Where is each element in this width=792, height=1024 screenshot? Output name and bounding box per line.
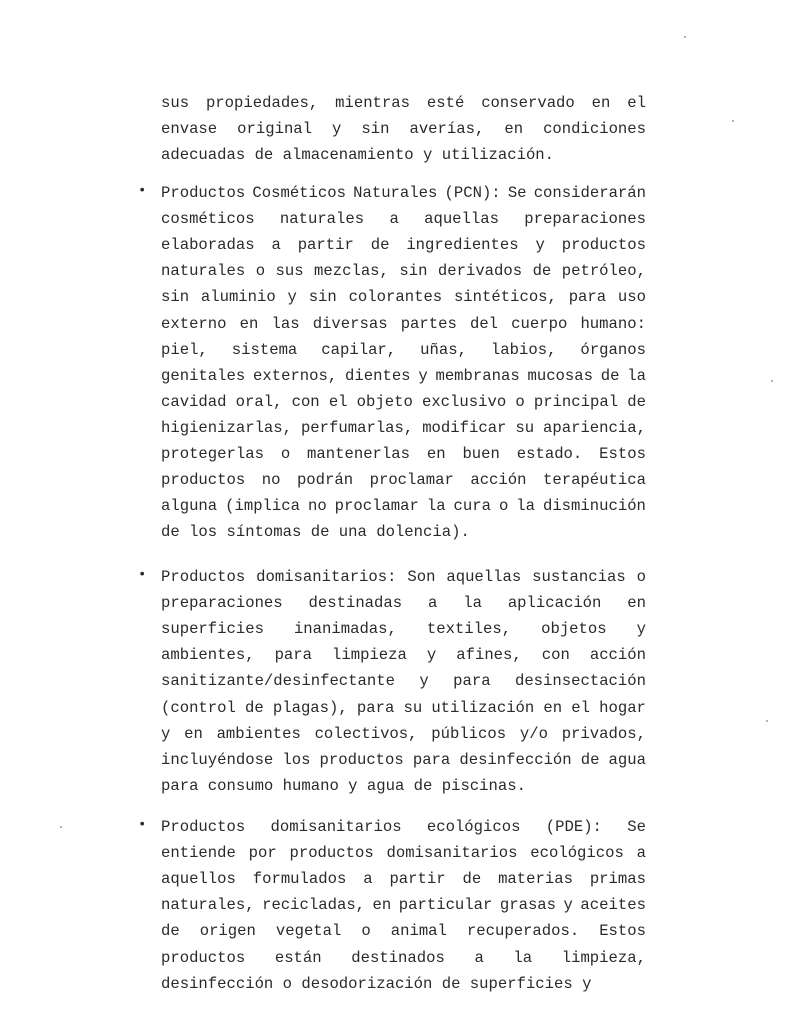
text-line: cosméticos naturales a aquellas preparaciones bbox=[161, 210, 646, 229]
text-line: Productos Cosméticos Naturales (PCN): Se considerarán bbox=[161, 184, 646, 202]
text-line: envase original y sin averías, en condiciones bbox=[161, 120, 646, 139]
text-line: de los síntomas de una dolencia). bbox=[161, 523, 470, 542]
text-line: cavidad oral, con el objeto exclusivo o principal de bbox=[161, 392, 646, 411]
scan-speck bbox=[766, 720, 768, 722]
text-line: ambientes, para limpieza y afines, con acción bbox=[161, 646, 646, 665]
text-line: higienizarlas, perfumarlas, modificar su apariencia, bbox=[161, 418, 646, 437]
text-line: preparaciones destinadas a la aplicación en bbox=[161, 594, 646, 613]
bullet-3: • bbox=[138, 817, 147, 833]
text-line: incluyéndose los productos para desinfección de agua bbox=[161, 750, 646, 769]
text-line: elaboradas a partir de ingredientes y productos bbox=[161, 236, 646, 255]
text-line: sin aluminio y sin colorantes sintéticos, para uso bbox=[161, 288, 646, 307]
text-line: alguna (implica no proclamar la cura o la disminución bbox=[161, 497, 646, 516]
text-line: externo en las diversas partes del cuerpo humano: bbox=[161, 314, 646, 333]
text-line: sanitizante/desinfectante y para desinsectación bbox=[161, 672, 646, 691]
text-line: Productos domisanitarios: Son aquellas sustancias o bbox=[161, 568, 646, 586]
text-line: y en ambientes colectivos, públicos y/o privados, bbox=[161, 724, 646, 743]
scan-speck bbox=[732, 120, 734, 122]
text-line: sus propiedades, mientras esté conservado en el bbox=[161, 94, 646, 112]
text-line: para consumo humano y agua de piscinas. bbox=[161, 776, 526, 795]
text-line: Productos domisanitarios ecológicos (PDE): Se bbox=[161, 818, 646, 836]
text-line: productos no podrán proclamar acción terapéutica bbox=[161, 471, 646, 490]
text-line: (control de plagas), para su utilización en el hogar bbox=[161, 698, 646, 717]
bullet-2: • bbox=[138, 567, 147, 583]
text-line: protegerlas o mantenerlas en buen estado. Estos bbox=[161, 445, 646, 463]
text-line: piel, sistema capilar, uñas, labios, órganos bbox=[161, 340, 646, 359]
scan-speck bbox=[771, 380, 773, 382]
bullet-1: • bbox=[138, 183, 147, 199]
text-line: productos están destinados a la limpieza, bbox=[161, 948, 646, 967]
text-line: de origen vegetal o animal recuperados. Estos bbox=[161, 922, 646, 941]
text-line: superficies inanimadas, textiles, objetos y bbox=[161, 620, 646, 639]
text-line: desinfección o desodorización de superficies y bbox=[161, 974, 592, 993]
scan-speck bbox=[60, 826, 62, 828]
text-line: entiende por productos domisanitarios ecológicos a bbox=[161, 844, 646, 863]
scan-speck bbox=[684, 36, 686, 38]
text-line: adecuadas de almacenamiento y utilización. bbox=[161, 146, 555, 165]
text-line: naturales o sus mezclas, sin derivados de petróleo, bbox=[161, 262, 646, 281]
text-line: genitales externos, dientes y membranas mucosas de la bbox=[161, 366, 646, 385]
text-line: naturales, recicladas, en particular grasas y aceites bbox=[161, 896, 646, 915]
text-line: aquellos formulados a partir de materias primas bbox=[161, 870, 646, 889]
